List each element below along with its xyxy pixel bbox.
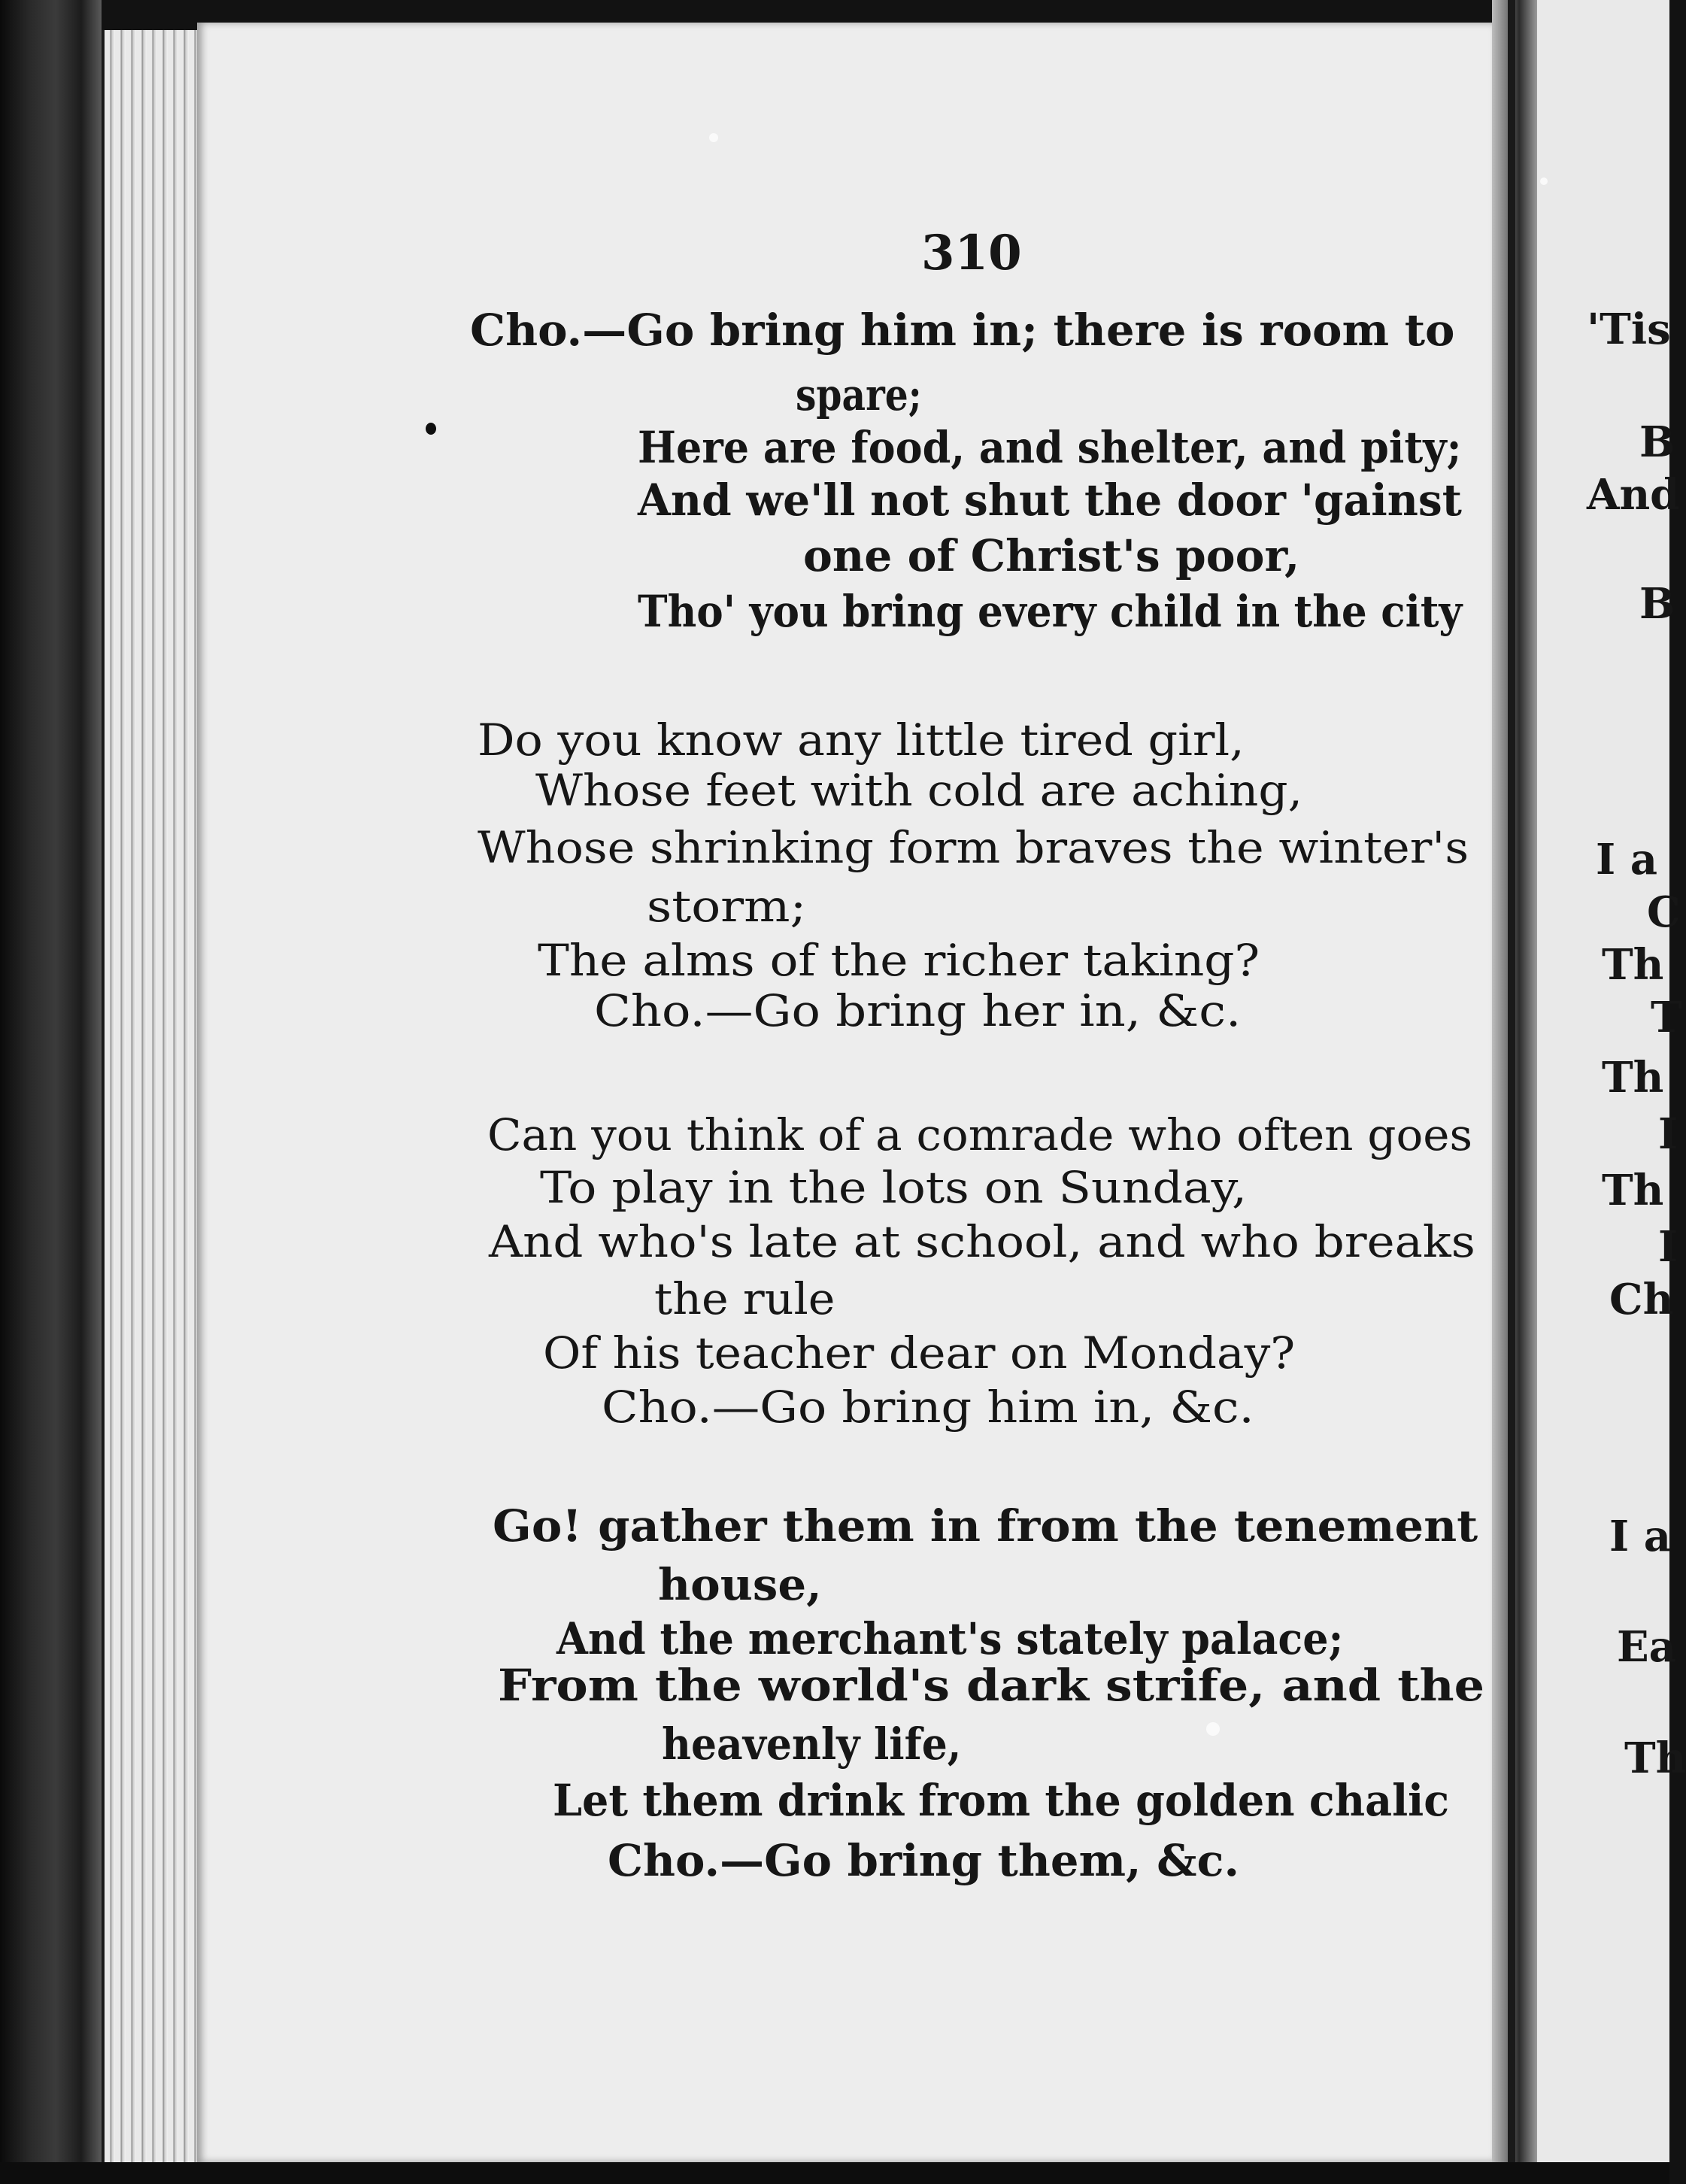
facing-fragment-11: Th	[1602, 1166, 1664, 1215]
facing-fragment-13: Ch	[1609, 1275, 1674, 1324]
stanza-3-line-1: Can you think of a comrade who often goes	[487, 1109, 1473, 1160]
facing-fragment-12: I	[1658, 1222, 1678, 1272]
scan-bottom-edge	[0, 2162, 1669, 2184]
stanza-3-line-6: Cho.—Go bring him in, &c.	[602, 1382, 1254, 1433]
facing-fragment-16: Th	[1624, 1734, 1686, 1783]
stanza-1-line-3: Here are food, and shelter, and pity;	[638, 422, 1462, 473]
stanza-2-line-1: Do you know any little tired girl,	[478, 714, 1245, 766]
stanza-4-line-4: From the world's dark strife, and the	[498, 1660, 1485, 1711]
stanza-2-line-5: The alms of the richer taking?	[538, 935, 1260, 986]
facing-fragment-5: I a	[1596, 835, 1657, 884]
facing-fragment-10: I	[1658, 1109, 1678, 1159]
stanza-4-line-1: Go! gather them in from the tenement	[493, 1500, 1478, 1552]
stanza-2-line-6: Cho.—Go bring her in, &c.	[594, 985, 1242, 1036]
stanza-4-line-7: Cho.—Go bring them, &c.	[608, 1835, 1240, 1886]
facing-fragment-4: B	[1639, 579, 1675, 629]
dust-speck	[1206, 1722, 1220, 1736]
facing-fragment-8: T	[1651, 993, 1682, 1042]
ink-speck	[426, 423, 436, 435]
stanza-3-line-2: To play in the lots on Sunday,	[540, 1162, 1248, 1213]
stanza-2-line-3: Whose shrinking form braves the winter's	[478, 822, 1469, 873]
stanza-4-line-3: And the merchant's stately palace;	[556, 1613, 1344, 1664]
facing-fragment-7: Th	[1602, 940, 1664, 990]
stanza-1-line-2: spare;	[796, 369, 922, 420]
dust-speck	[709, 133, 718, 142]
page-edges	[102, 30, 202, 2162]
page-number: 310	[921, 225, 1022, 281]
facing-fragment-15: Ea	[1617, 1622, 1676, 1672]
stanza-3-line-5: Of his teacher dear on Monday?	[543, 1327, 1296, 1379]
stanza-1-line-6: Tho' you bring every child in the city	[638, 586, 1463, 637]
dust-speck	[1540, 177, 1548, 185]
stanza-4-line-2: house,	[658, 1559, 822, 1610]
stanza-4-line-6: Let them drink from the golden chalic	[553, 1775, 1450, 1826]
stanza-1-line-1: Cho.—Go bring him in; there is room to	[470, 305, 1455, 356]
facing-fragment-3: And	[1587, 470, 1680, 520]
stanza-2-line-2: Whose feet with cold are aching,	[535, 765, 1303, 816]
facing-fragment-2: B	[1639, 417, 1675, 467]
stanza-3-line-4: the rule	[654, 1273, 835, 1324]
stanza-1-line-5: one of Christ's poor,	[803, 530, 1300, 581]
stanza-1-line-4: And we'll not shut the door 'gainst	[638, 475, 1462, 526]
stanza-3-line-3: And who's late at school, and who breaks	[489, 1216, 1475, 1267]
stanza-4-line-5: heavenly life,	[662, 1718, 962, 1770]
book-binding	[0, 0, 102, 2184]
facing-fragment-6: C	[1647, 887, 1681, 937]
facing-fragment-9: Th	[1602, 1053, 1664, 1103]
facing-fragment-14: I a	[1609, 1512, 1671, 1561]
gutter-shadow	[1508, 0, 1515, 2184]
stanza-2-line-4: storm;	[647, 881, 807, 932]
facing-fragment-1: 'Tis	[1587, 305, 1671, 354]
